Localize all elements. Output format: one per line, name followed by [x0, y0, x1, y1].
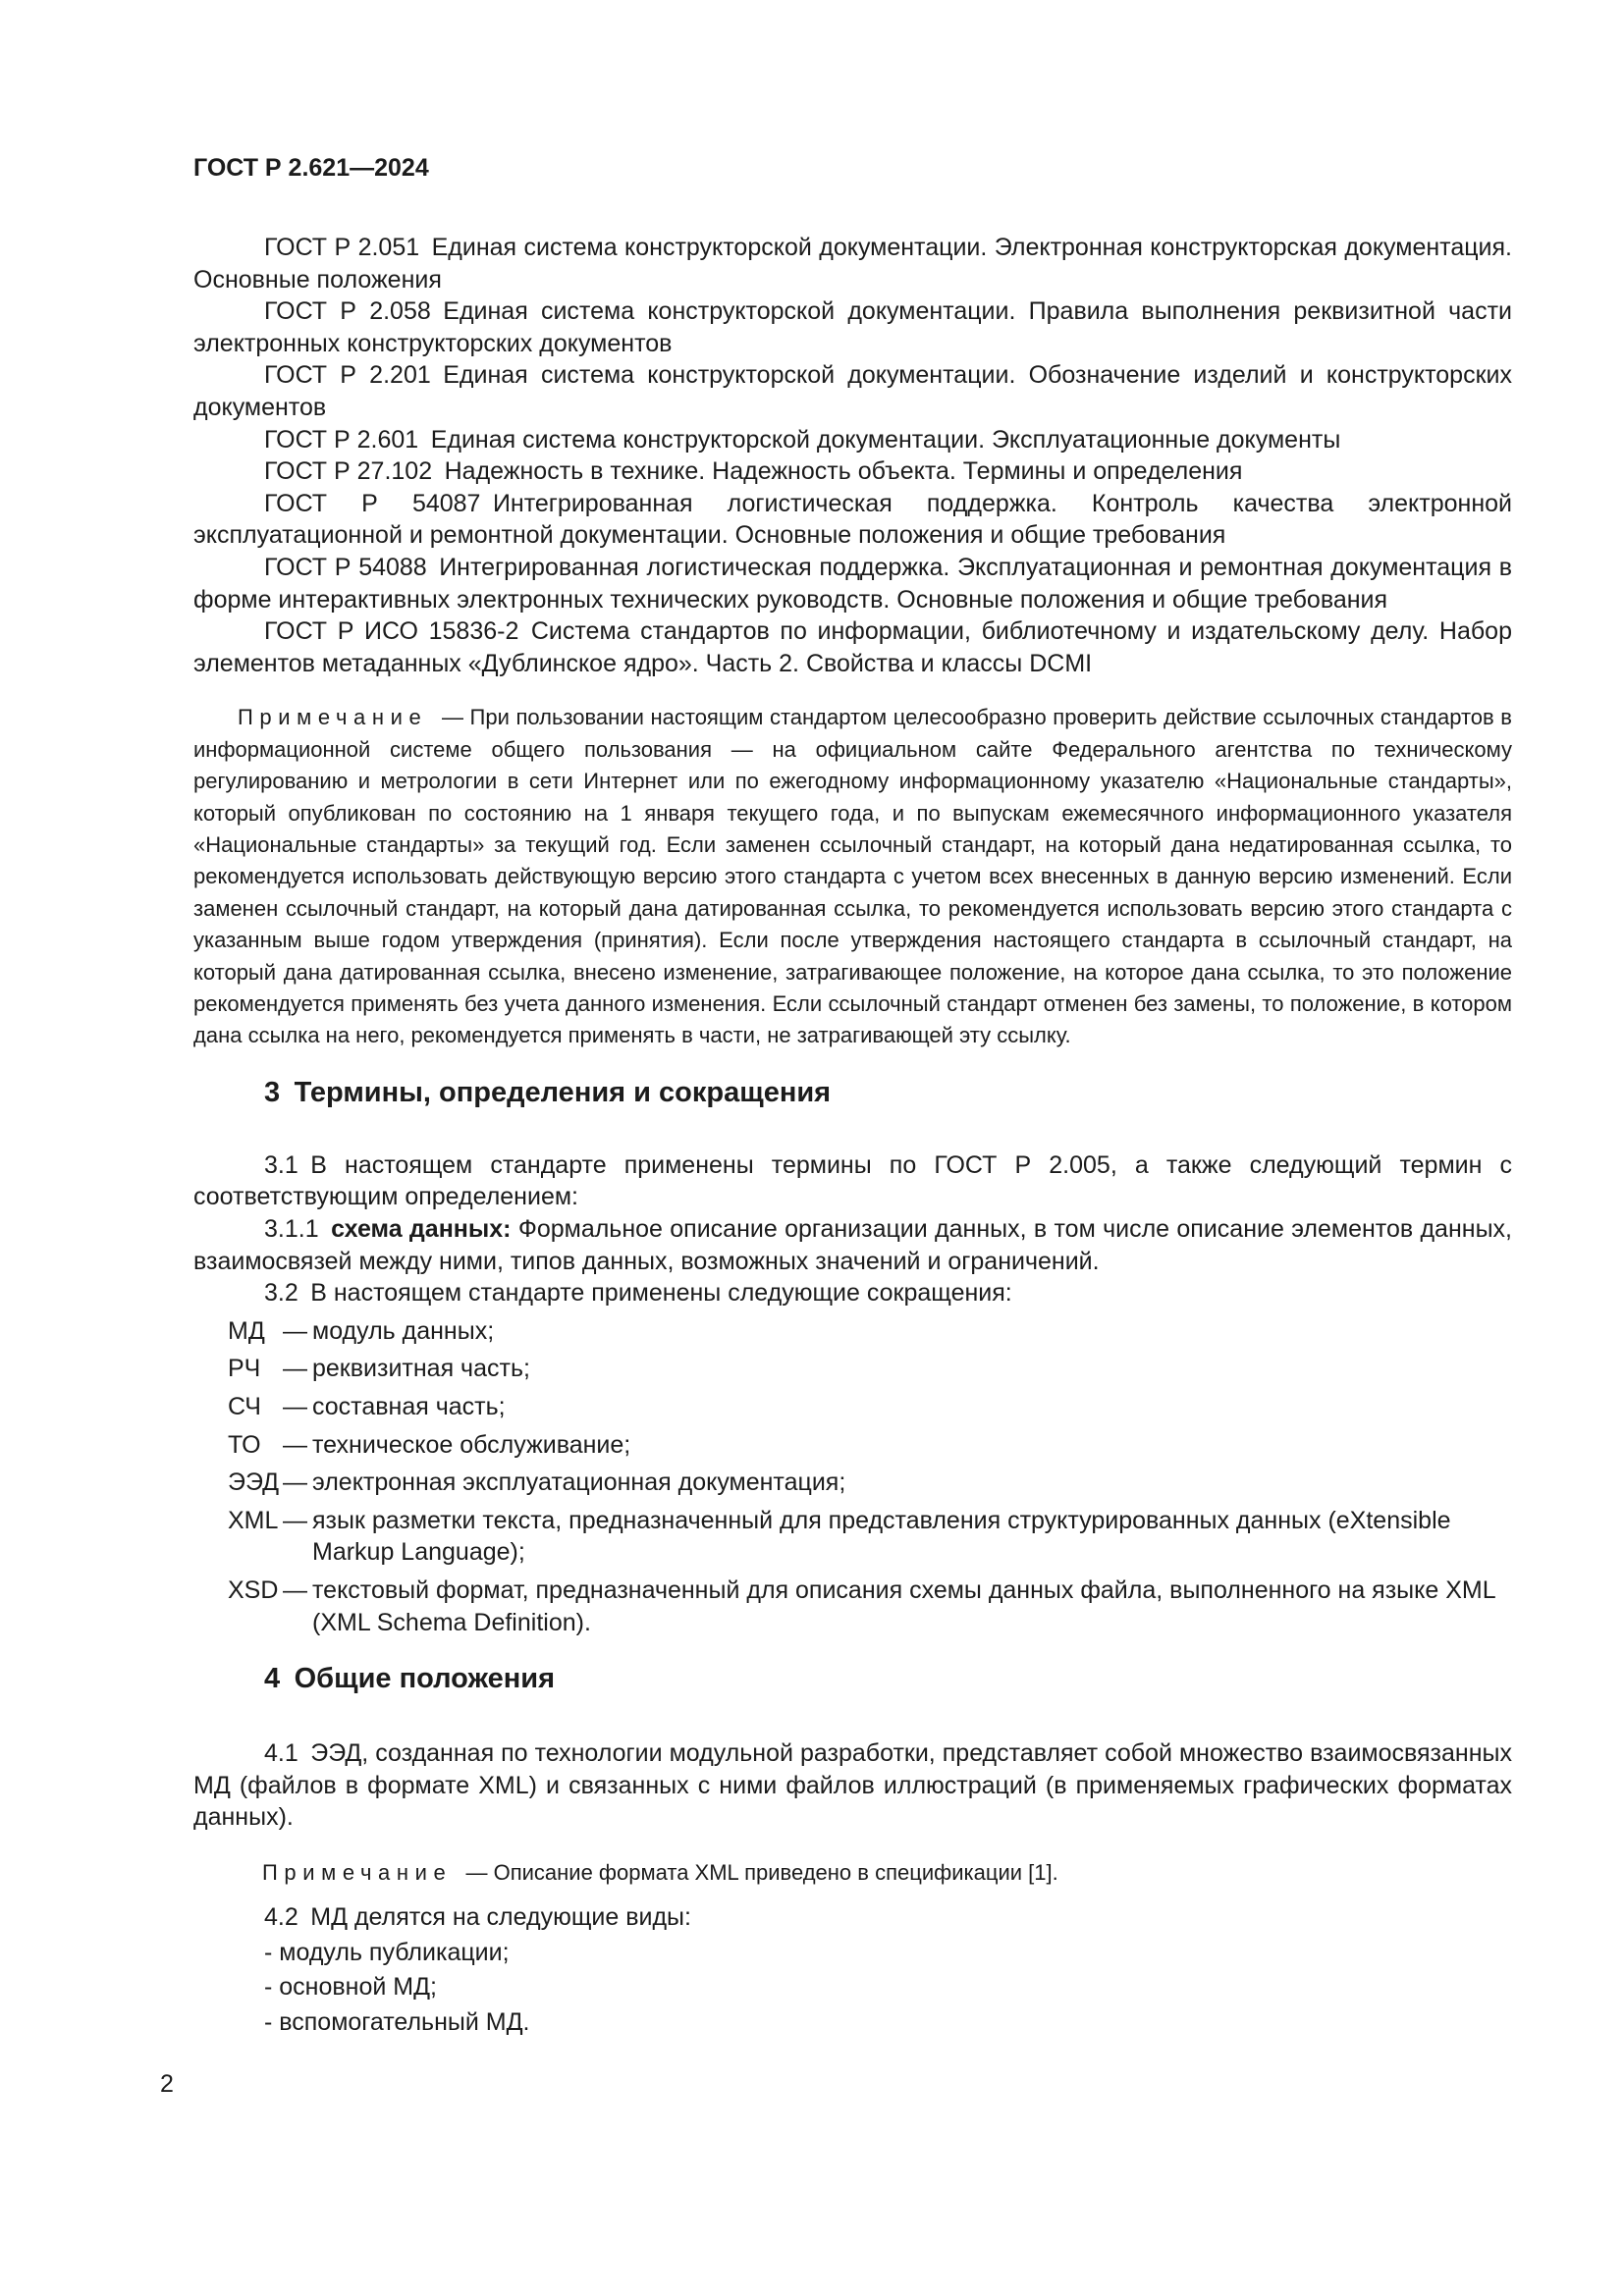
- list-item: - модуль публикации;: [264, 1938, 510, 1966]
- note-body: — Описание формата XML приведено в спецификации [1].: [465, 1859, 1058, 1885]
- abbreviation-term: МД: [228, 1316, 265, 1345]
- reference-paragraph: ГОСТ Р 54088 Интегрированная логистическая поддержка. Эксплуатационная и ремонтная документация в форме интерактивных электронных технических руководств. Основные положения и общие требования: [193, 553, 1512, 614]
- reference-paragraph: ГОСТ Р 2.601 Единая система конструкторской документации. Эксплуатационные документы: [264, 425, 1341, 454]
- abbreviation-row: [228, 1467, 1512, 1499]
- abbreviation-dash: —: [283, 1506, 307, 1534]
- running-header: ГОСТ Р 2.621—2024: [193, 154, 429, 182]
- term-definition: Формальное описание организации данных, в том числе описание элементов данных, взаимосвязей между ними, типов данных, возможных значений и ограничений.: [193, 1214, 1512, 1275]
- abbreviation-row: [228, 1429, 1512, 1462]
- abbreviation-term: РЧ: [228, 1355, 261, 1383]
- abbreviation-description: электронная эксплуатационная документация;: [312, 1468, 846, 1497]
- abbreviation-row: [228, 1505, 1512, 1569]
- section-4-heading: 4 Общие положения: [264, 1663, 556, 1695]
- reference-paragraph: ГОСТ Р 2.201 Единая система конструкторской документации. Обозначение изделий и конструкторских документов: [193, 361, 1512, 421]
- note-label: Примечание: [238, 705, 428, 730]
- term-number: 3.1.1: [264, 1214, 332, 1243]
- abbreviation-dash: —: [283, 1355, 307, 1383]
- abbreviation-dash: —: [283, 1575, 307, 1604]
- abbreviation-row: [228, 1353, 1512, 1385]
- abbreviation-description: реквизитная часть;: [312, 1355, 530, 1383]
- references-section: [193, 232, 1512, 679]
- reference-paragraph: ГОСТ Р 2.051 Единая система конструкторской документации. Электронная конструкторская документация. Основные положения: [193, 234, 1512, 294]
- abbreviation-term: XML: [228, 1506, 279, 1534]
- paragraph-4-2: 4.2 МД делятся на следующие виды:: [264, 1903, 691, 1932]
- abbreviation-description: язык разметки текста, предназначенный для представления структурированных данных (eXtensible Markup Language);: [312, 1506, 1451, 1567]
- abbreviation-dash: —: [283, 1392, 307, 1420]
- abbreviation-row: [228, 1315, 1512, 1348]
- abbreviation-description: текстовый формат, предназначенный для описания схемы данных файла, выполненного на языке XML (XML Schema Definition).: [312, 1575, 1495, 1636]
- section-3-heading: 3 Термины, определения и сокращения: [264, 1076, 832, 1108]
- list-item: - вспомогательный МД.: [264, 2008, 530, 2037]
- abbreviation-row: [228, 1575, 1512, 1638]
- note-label: Примечание: [262, 1859, 453, 1885]
- abbreviation-term: ЭЭД: [228, 1468, 280, 1497]
- reference-paragraph: ГОСТ Р 54087 Интегрированная логистическая поддержка. Контроль качества электронной эксплуатационной и ремонтной документации. Основные положения и общие требования: [193, 489, 1512, 550]
- abbreviation-description: модуль данных;: [312, 1316, 495, 1345]
- abbreviation-dash: —: [283, 1430, 307, 1459]
- abbreviation-dash: —: [283, 1316, 307, 1345]
- term: схема данных:: [331, 1214, 512, 1243]
- section-4-note: [193, 1857, 1512, 1889]
- reference-paragraph: ГОСТ Р 27.102 Надежность в технике. Надежность объекта. Термины и определения: [264, 457, 1243, 486]
- paragraph-3-2: 3.2 В настоящем стандарте применены следующие сокращения:: [264, 1279, 1012, 1308]
- paragraph-4-1: 4.1 ЭЭД, созданная по технологии модульной разработки, представляет собой множество взаимосвязанных МД (файлов в формате XML) и связанных с ними файлов иллюстраций (в применяемых графических форматах данных).: [193, 1739, 1512, 1832]
- note-body: — При пользовании настоящим стандартом целесообразно проверить действие ссылочных стандартов в информационной системе общего пользования — на официальном сайте Федерального агентства по техническому регулированию и метрологии в сети Интернет или по ежегодному информационному указателю «Национальные стандарты», который опубликован по состоянию на 1 января текущего года, и по выпускам ежемесячного информационного указателя «Национальные стандарты» за текущий год. Если заменен ссылочный стандарт, на который дана недатированная ссылка, то рекомендуется использовать действующую версию этого стандарта с учетом всех внесенных в данную версию изменений. Если заменен ссылочный стандарт, на который дана датированная ссылка, то рекомендуется использовать версию этого стандарта с указанным выше годом утверждения (принятия). Если после утверждения настоящего стандарта в ссылочный стандарт, на который дана датированная ссылка, внесено изменение, затрагивающее положение, на которое дана ссылка, то это положение рекомендуется применять без учета данного изменения. Если ссылочный стандарт отменен без замены, то положение, в котором дана ссылка на него, рекомендуется применять в части, не затрагивающей эту ссылку.: [193, 705, 1512, 1048]
- paragraph-3-1-1: [193, 1213, 1512, 1277]
- paragraph-3-1: 3.1 В настоящем стандарте применены термины по ГОСТ Р 2.005, а также следующий термин с соответствующим определением:: [193, 1150, 1512, 1211]
- abbreviation-term: XSD: [228, 1575, 279, 1604]
- abbreviation-dash: —: [283, 1468, 307, 1497]
- reference-paragraph: ГОСТ Р 2.058 Единая система конструкторской документации. Правила выполнения реквизитной части электронных конструкторских документов: [193, 297, 1512, 357]
- abbreviation-term: СЧ: [228, 1392, 261, 1420]
- abbreviations-list: [228, 1315, 1512, 1638]
- list-item: - основной МД;: [264, 1973, 437, 2002]
- abbreviation-row: [228, 1391, 1512, 1423]
- abbreviation-description: техническое обслуживание;: [312, 1430, 631, 1459]
- references-note: [193, 702, 1512, 1051]
- page-number: 2: [160, 2070, 174, 2098]
- reference-paragraph: ГОСТ Р ИСО 15836-2 Система стандартов по информации, библиотечному и издательскому делу. Набор элементов метаданных «Дублинское ядро». Часть 2. Свойства и классы DCMI: [193, 617, 1512, 677]
- abbreviation-term: ТО: [228, 1430, 261, 1459]
- abbreviation-description: составная часть;: [312, 1392, 506, 1420]
